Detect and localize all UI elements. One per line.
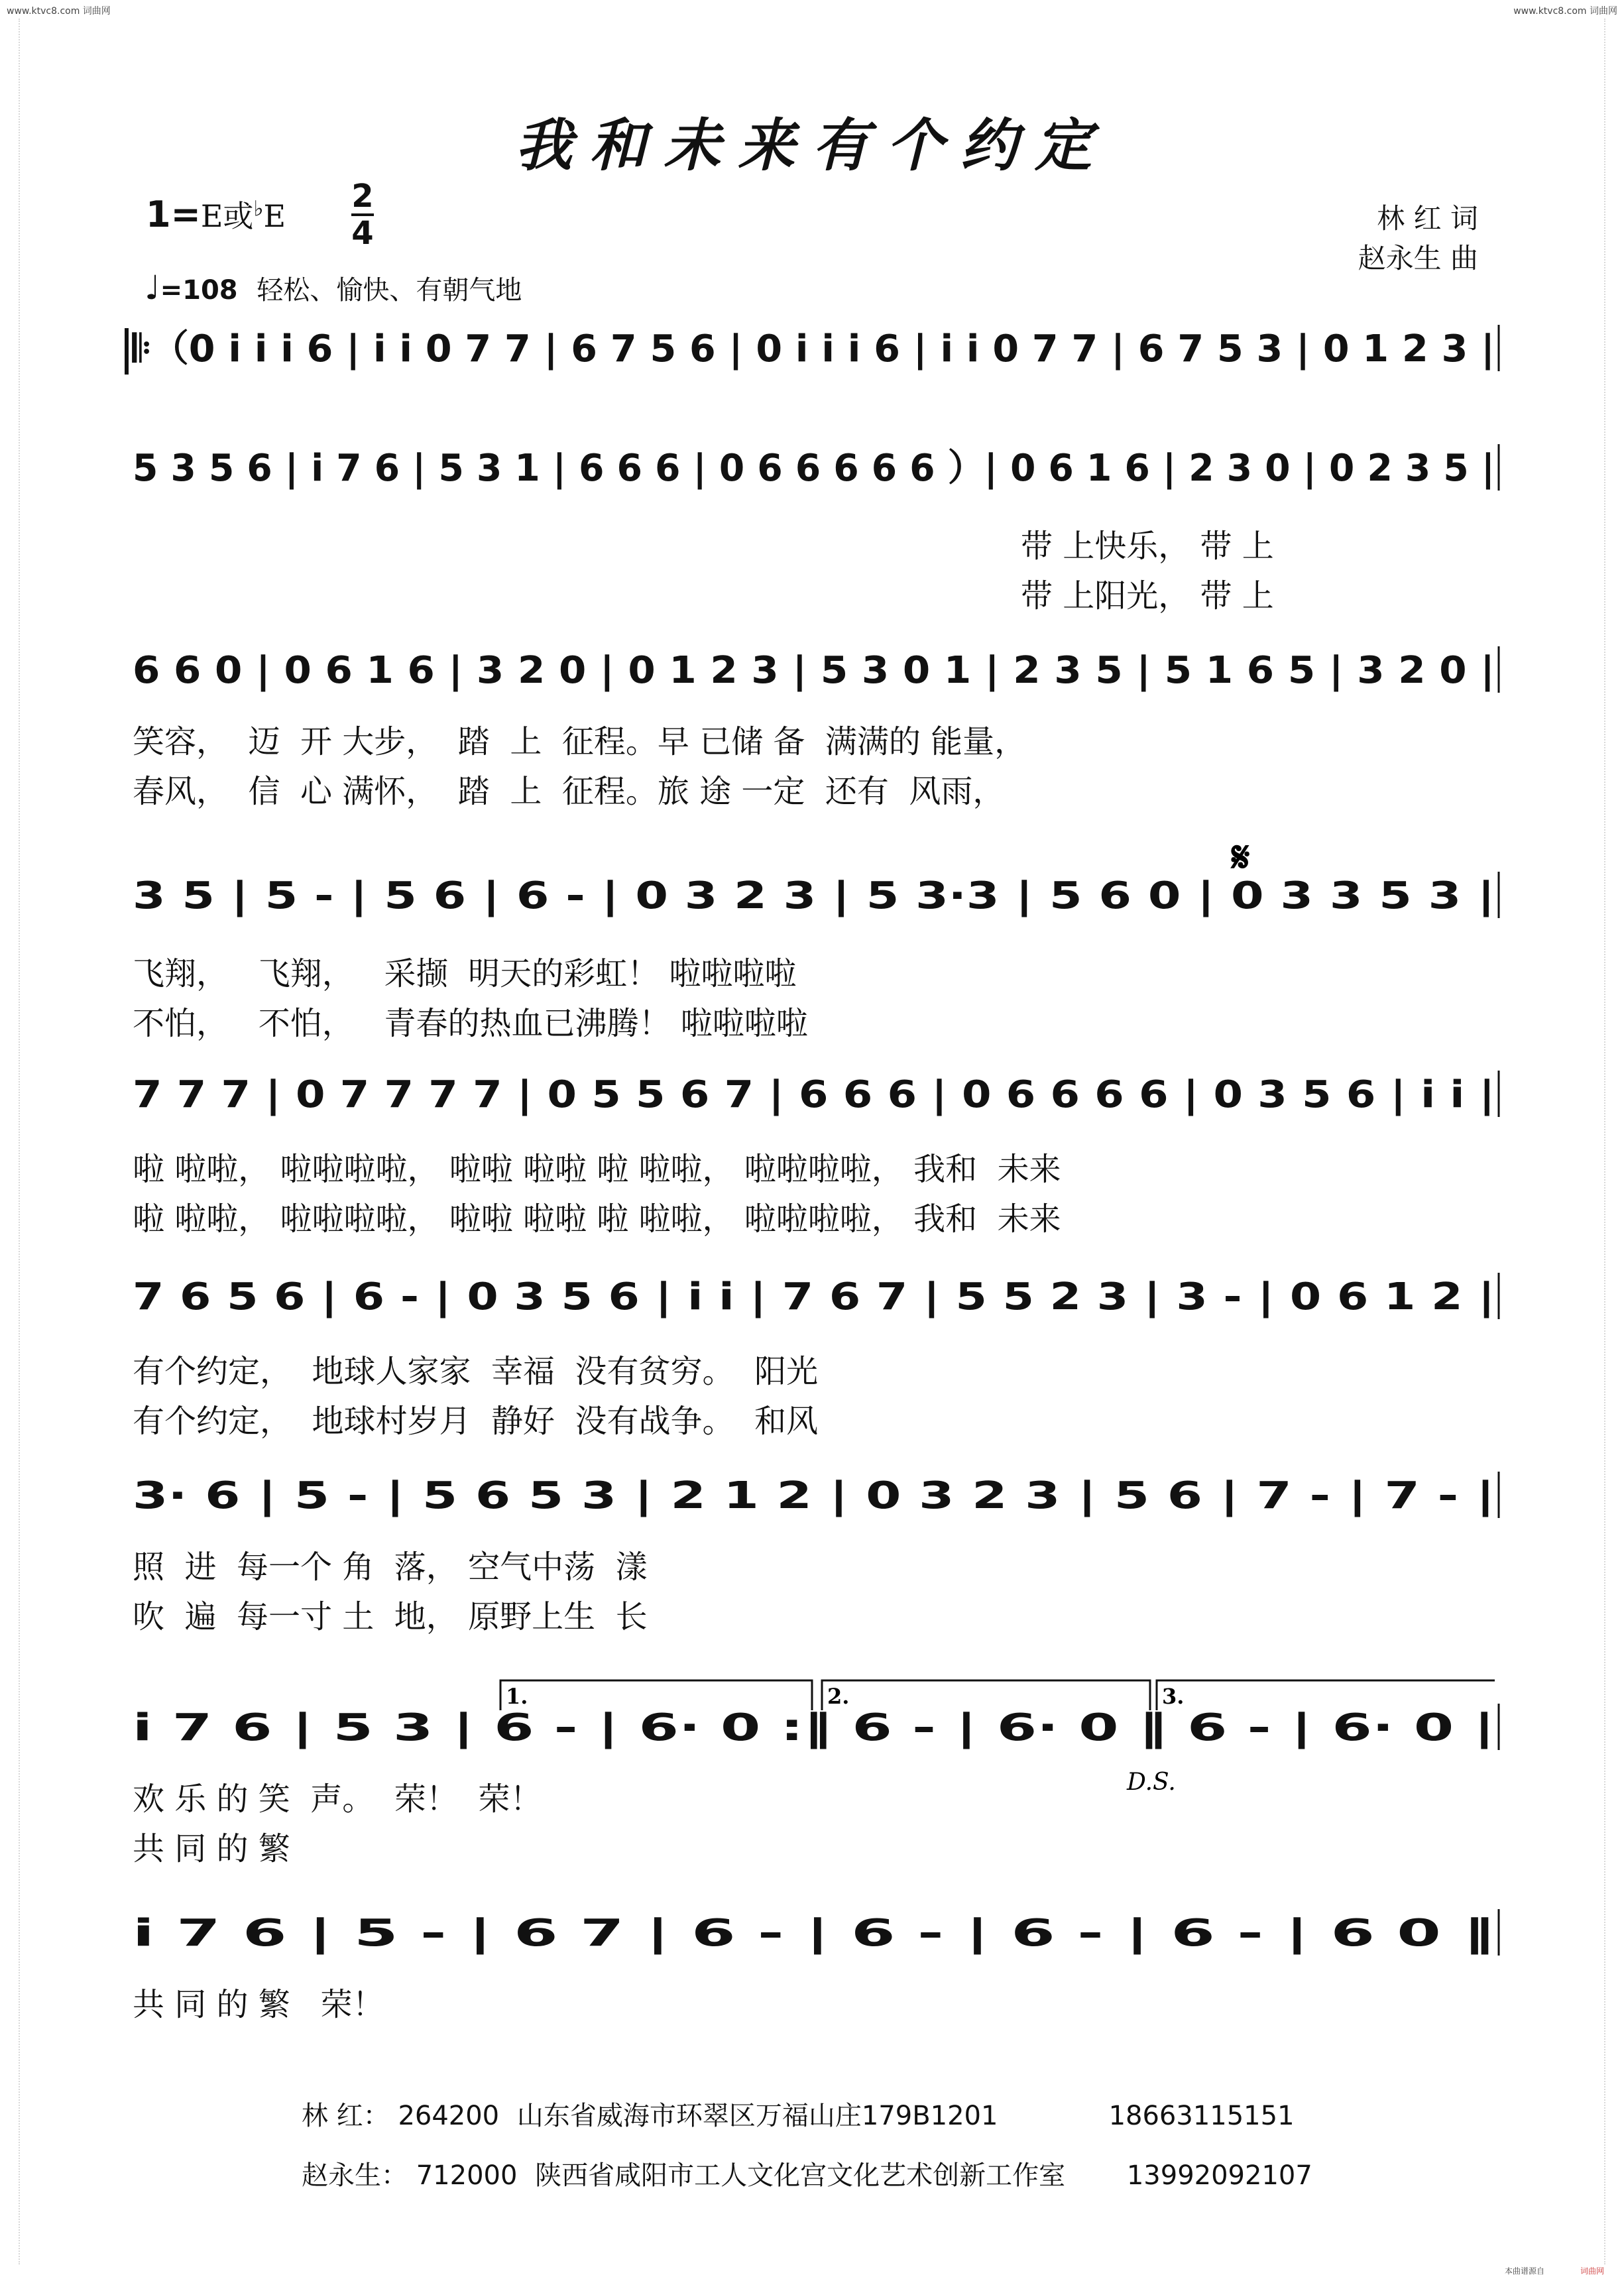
lyric-line: 共 同 的 繁	[133, 1830, 290, 1867]
time-top: 2	[351, 178, 374, 215]
lyric-line: 啦 啦啦， 啦啦啦啦， 啦啦 啦啦 啦 啦啦， 啦啦啦啦， 我和 未来	[133, 1200, 1061, 1238]
lyric-line: 飞翔， 飞翔， 采撷 明天的彩虹！ 啦啦啦啦	[133, 955, 797, 992]
flat-symbol: ♭	[253, 196, 264, 221]
song-title: 我和未来有个约定	[515, 112, 1109, 179]
key-prefix: 1=	[146, 194, 201, 235]
notation-line: 7 6 5 6 | 6 - | 0 3 5 6 | i i | 7 6 7 | 5 5 2 3 | 3 - | 0 6 1 2 |	[133, 1275, 1495, 1318]
footer-address: 陕西省咸阳市工人文化宫文化艺术创新工作室	[535, 2160, 1066, 2191]
key-main: E或	[200, 198, 254, 234]
lyric-line: 不怕， 不怕， 青春的热血已沸腾！ 啦啦啦啦	[133, 1005, 808, 1042]
lyric-line: 春风， 信 心 满怀， 踏 上 征程。旅 途 一定 还有 风雨，	[133, 773, 1005, 810]
key-main-2: E	[263, 198, 286, 234]
lyric-line: 欢 乐 的 笑 声。 荣！ 荣！	[133, 1781, 542, 1818]
lyric-line: 有个约定， 地球人家家 幸福 没有贫穷。 阳光	[133, 1353, 819, 1390]
lyric-line: 共 同 的 繁 荣！	[133, 1986, 384, 2023]
footer-phone: 13992092107	[1126, 2160, 1312, 2191]
corner-note: 本曲谱源自	[1504, 2266, 1544, 2276]
site-watermark-right: www.ktvc8.com 词曲网	[1513, 6, 1617, 17]
footer-line-2	[302, 2154, 1312, 2192]
footer-line-1	[302, 2095, 1295, 2133]
lyric-line: 笑容， 迈 开 大步， 踏 上 征程。早 已储 备 满满的 能量，	[133, 723, 1027, 760]
repeat-start-bar	[125, 328, 129, 375]
notation-line: 6 6 0 | 0 6 1 6 | 3 2 0 | 0 1 2 3 | 5 3 0 1 | 2 3 5 | 5 1 6 5 | 3 2 0 |	[133, 649, 1495, 692]
lyric-line: 吹 遍 每一寸 土 地， 原野上生 长	[133, 1598, 648, 1635]
tempo-bpm: =108	[160, 275, 238, 306]
notation-line: 3 5 | 5 - | 5 6 | 6 - | 0 3 2 3 | 5 3·3 | 5 6 0 | 0 3 3 5 3 |	[133, 874, 1495, 917]
volta-label: 2.	[827, 1684, 850, 1709]
footer-phone: 18663115151	[1108, 2101, 1295, 2131]
lyric-line: 有个约定， 地球村岁月 静好 没有战争。 和风	[133, 1403, 819, 1440]
footer-name: 林 红：	[302, 2101, 390, 2131]
corner-logo: 词曲网	[1580, 2266, 1604, 2276]
notation-line: 7 7 7 | 0 7 7 7 7 | 0 5 5 6 7 | 6 6 6 | 0 6 6 6 6 | 0 3 5 6 | i i |	[133, 1073, 1495, 1116]
notation-line: i 7 6 | 5 - | 6 7 | 6 - | 6 - | 6 - | 6 - | 6 0 ‖	[133, 1912, 1495, 1955]
lyric-line: 照 进 每一个 角 落， 空气中荡 漾	[133, 1549, 648, 1586]
notation-line: i 7 6 | 5 3 | 6 - | 6· 0 :‖ 6 - | 6· 0 ‖ 6 - | 6· 0 |	[133, 1706, 1495, 1749]
footer-code: 712000	[416, 2160, 518, 2191]
volta-label: 1.	[506, 1684, 528, 1709]
site-watermark-left: www.ktvc8.com 词曲网	[7, 6, 111, 17]
lyric-line: 啦 啦啦， 啦啦啦啦， 啦啦 啦啦 啦 啦啦， 啦啦啦啦， 我和 未来	[133, 1151, 1061, 1188]
lyricist: 林 红 词	[1377, 202, 1478, 235]
notation-line: 3· 6 | 5 - | 5 6 5 3 | 2 1 2 | 0 3 2 3 | 5 6 | 7 - | 7 - |	[133, 1474, 1495, 1517]
volta-label: 3.	[1162, 1684, 1185, 1709]
footer-address: 山东省威海市环翠区万福山庄179B1201	[516, 2101, 998, 2131]
quarter-note-icon: ♩	[145, 268, 160, 307]
notation-line: 5 3 5 6 | i 7 6 | 5 3 1 | 6 6 6 | 0 6 6 6 6 6 ）| 0 6 1 6 | 2 3 0 | 0 2 3 5 |	[133, 447, 1495, 490]
segno-icon: 𝄋	[1232, 833, 1250, 882]
composer: 赵永生 曲	[1358, 242, 1478, 274]
ds-marking: D.S.	[1127, 1769, 1176, 1796]
footer-code: 264200	[398, 2101, 500, 2131]
footer-name: 赵永生：	[302, 2160, 408, 2191]
time-bottom: 4	[351, 215, 374, 252]
lyric-line: 带 上阳光， 带 上	[1021, 577, 1274, 615]
lyric-line: 带 上快乐， 带 上	[1021, 528, 1274, 565]
notation-line: 𝄆（0 i i i 6 | i i 0 7 7 | 6 7 5 6 | 0 i i i 6 | i i 0 7 7 | 6 7 5 3 | 0 1 2 3 |	[131, 327, 1495, 371]
tempo-marking: 轻松、愉快、有朝气地	[257, 275, 522, 306]
